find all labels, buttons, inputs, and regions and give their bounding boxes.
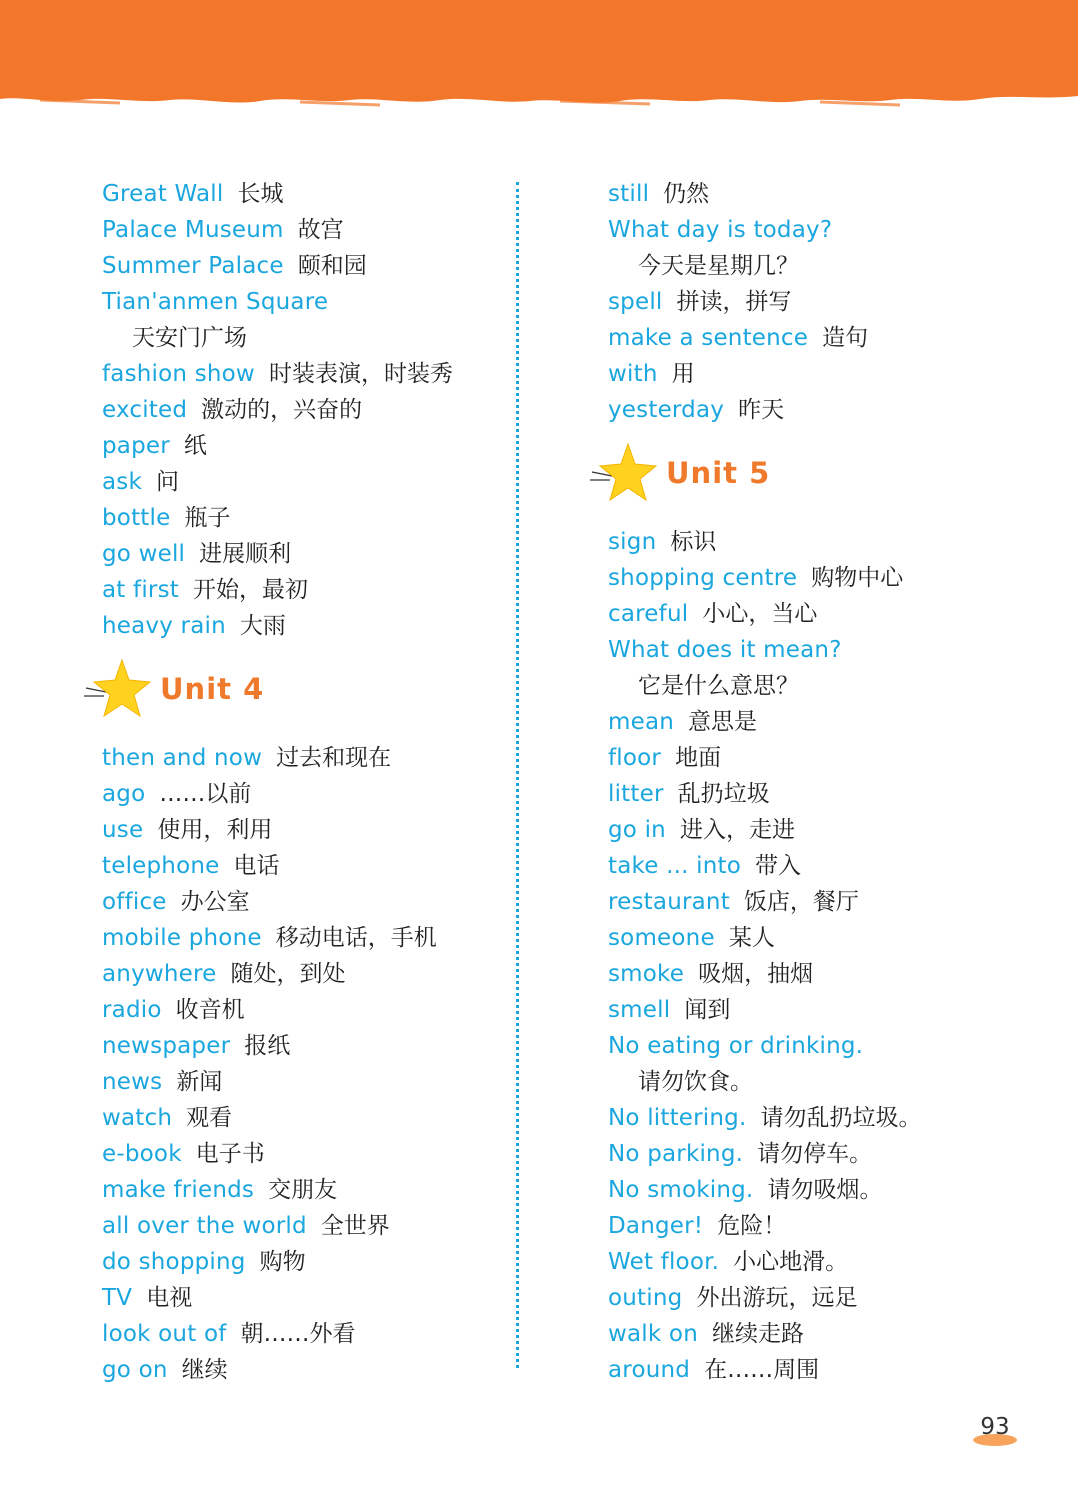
english-term: smoke	[608, 961, 685, 987]
vocab-entry	[102, 776, 502, 812]
english-term: No littering.	[608, 1105, 747, 1131]
chinese-translation: 请勿饮食。	[638, 1069, 753, 1095]
english-term: mean	[608, 709, 675, 735]
chinese-translation: 今天是星期几？	[638, 253, 799, 279]
vocab-entry	[102, 464, 502, 500]
english-term: with	[608, 361, 658, 387]
english-term: newspaper	[102, 1033, 231, 1059]
vocab-entry	[102, 884, 502, 920]
chinese-translation: 移动电话，手机	[275, 925, 437, 951]
english-term: shopping centre	[608, 565, 798, 591]
chinese-translation: 进入，走进	[679, 817, 795, 843]
chinese-translation: 带入	[754, 853, 801, 879]
chinese-translation: 电视	[146, 1285, 193, 1311]
english-term: still	[608, 181, 650, 207]
english-term: Summer Palace	[102, 253, 284, 279]
vocab-entry	[102, 1352, 502, 1388]
vocab-entry	[608, 632, 1048, 668]
vocab-entry	[102, 1172, 502, 1208]
english-term: What day is today?	[608, 217, 833, 243]
english-term: fashion show	[102, 361, 255, 387]
vocab-entry	[102, 992, 502, 1028]
unit-5-title: Unit 5	[666, 456, 771, 490]
chinese-translation: 新闻	[176, 1069, 223, 1095]
english-term: make a sentence	[608, 325, 809, 351]
chinese-translation: 长城	[237, 181, 284, 207]
english-term: someone	[608, 925, 715, 951]
vocab-entry	[608, 524, 1048, 560]
english-term: No eating or drinking.	[608, 1033, 864, 1059]
vocab-entry	[102, 176, 502, 212]
page-number-text: 93	[980, 1414, 1010, 1440]
english-term: bottle	[102, 505, 171, 531]
star-icon	[84, 658, 154, 724]
chinese-translation: 继续走路	[711, 1321, 804, 1347]
vocab-entry	[608, 560, 1048, 596]
unit-4-heading	[102, 664, 502, 720]
english-term: Wet floor.	[608, 1249, 720, 1275]
vocab-entry	[608, 740, 1048, 776]
vocab-entry	[608, 1064, 1048, 1100]
english-term: No smoking.	[608, 1177, 754, 1203]
vocab-entry	[102, 1244, 502, 1280]
english-term: TV	[102, 1285, 133, 1311]
vocab-entry	[102, 500, 502, 536]
vocab-entry	[608, 1208, 1048, 1244]
chinese-translation: 过去和现在	[276, 745, 392, 771]
page-number	[968, 1410, 1022, 1450]
vocab-entry	[102, 848, 502, 884]
vocab-entry	[102, 284, 502, 320]
chinese-translation: 请勿乱扔垃圾。	[760, 1105, 922, 1131]
vocab-entry	[102, 1100, 502, 1136]
vocab-entry	[102, 356, 502, 392]
vocab-entry	[102, 1136, 502, 1172]
unit-4-title: Unit 4	[160, 672, 265, 706]
chinese-translation: 某人	[728, 925, 775, 951]
vocab-entry	[102, 1028, 502, 1064]
chinese-translation: 购物中心	[811, 565, 904, 591]
vocab-entry	[608, 212, 1048, 248]
vocab-entry	[102, 1064, 502, 1100]
chinese-translation: 开始，最初	[192, 577, 308, 603]
english-term: around	[608, 1357, 691, 1383]
english-term: litter	[608, 781, 664, 807]
unit-4-vocab-list	[102, 740, 502, 1388]
chinese-translation: 危险！	[717, 1213, 787, 1239]
chinese-translation: 吸烟，抽烟	[698, 961, 814, 987]
chinese-translation: ……以前	[159, 781, 252, 807]
vocab-entry	[102, 608, 502, 644]
english-term: sign	[608, 529, 657, 555]
vocab-entry	[608, 248, 1048, 284]
banner-brush-shape	[0, 0, 1078, 103]
chinese-translation: 激动的，兴奋的	[201, 397, 363, 423]
chinese-translation: 外出游玩，远足	[696, 1285, 858, 1311]
chinese-translation: 请勿停车。	[757, 1141, 873, 1167]
vocab-entry	[608, 812, 1048, 848]
chinese-translation: 进展顺利	[199, 541, 292, 567]
chinese-translation: 问	[156, 469, 179, 495]
chinese-translation: 拼读，拼写	[676, 289, 792, 315]
english-term: No parking.	[608, 1141, 744, 1167]
english-term: e-book	[102, 1141, 182, 1167]
chinese-translation: 它是什么意思？	[638, 673, 799, 699]
vocab-entry	[102, 320, 502, 356]
unit-5-vocab-list	[608, 524, 1048, 1388]
left-column	[102, 176, 502, 1388]
vocab-entry	[102, 572, 502, 608]
english-term: Great Wall	[102, 181, 224, 207]
vocab-entry	[608, 1136, 1048, 1172]
chinese-translation: 瓶子	[184, 505, 231, 531]
vocab-entry	[102, 212, 502, 248]
vocab-entry	[608, 1172, 1048, 1208]
chinese-translation: 闻到	[684, 997, 731, 1023]
vocab-entry	[608, 320, 1048, 356]
chinese-translation: 电子书	[195, 1141, 265, 1167]
chinese-translation: 时装表演，时装秀	[268, 361, 453, 387]
english-term: ask	[102, 469, 142, 495]
english-term: paper	[102, 433, 170, 459]
vocab-entry	[608, 392, 1048, 428]
chinese-translation: 颐和园	[297, 253, 367, 279]
vocab-entry	[102, 920, 502, 956]
english-term: Palace Museum	[102, 217, 284, 243]
chinese-translation: 乱扔垃圾	[677, 781, 770, 807]
english-term: radio	[102, 997, 162, 1023]
vocab-entry	[102, 956, 502, 992]
chinese-translation: 朝……外看	[240, 1321, 356, 1347]
chinese-translation: 请勿吸烟。	[767, 1177, 883, 1203]
chinese-translation: 大雨	[239, 613, 286, 639]
english-term: then and now	[102, 745, 263, 771]
chinese-translation: 用	[671, 361, 695, 387]
vocab-entry	[608, 284, 1048, 320]
left-vocab-list	[102, 176, 502, 644]
vocab-entry	[102, 536, 502, 572]
english-term: excited	[102, 397, 188, 423]
vocab-entry	[608, 1244, 1048, 1280]
vocab-entry	[102, 1280, 502, 1316]
vocab-entry	[102, 248, 502, 284]
english-term: look out of	[102, 1321, 227, 1347]
english-term: go on	[102, 1357, 168, 1383]
vocab-entry	[102, 392, 502, 428]
chinese-translation: 标识	[670, 529, 717, 555]
chinese-translation: 小心地滑。	[733, 1249, 849, 1275]
chinese-translation: 购物	[259, 1249, 306, 1275]
chinese-translation: 交朋友	[268, 1177, 338, 1203]
vocab-entry	[608, 1316, 1048, 1352]
chinese-translation: 办公室	[180, 889, 250, 915]
vocab-entry	[102, 812, 502, 848]
english-term: all over the world	[102, 1213, 307, 1239]
chinese-translation: 在……周围	[704, 1357, 820, 1383]
chinese-translation: 收音机	[175, 997, 245, 1023]
english-term: spell	[608, 289, 663, 315]
vocab-entry	[608, 1100, 1048, 1136]
english-term: do shopping	[102, 1249, 246, 1275]
english-term: watch	[102, 1105, 173, 1131]
chinese-translation: 地面	[675, 745, 722, 771]
vocab-entry	[608, 848, 1048, 884]
vocab-entry	[608, 1352, 1048, 1388]
english-term: go in	[608, 817, 666, 843]
english-term: smell	[608, 997, 671, 1023]
chinese-translation: 随处，到处	[230, 961, 346, 987]
english-term: yesterday	[608, 397, 725, 423]
english-term: Tian'anmen Square	[102, 289, 329, 315]
english-term: mobile phone	[102, 925, 262, 951]
english-term: go well	[102, 541, 186, 567]
english-term: ago	[102, 781, 146, 807]
vocab-entry	[608, 920, 1048, 956]
vocab-entry	[102, 1316, 502, 1352]
english-term: outing	[608, 1285, 683, 1311]
vocab-entry	[608, 356, 1048, 392]
english-term: at first	[102, 577, 179, 603]
chinese-translation: 意思是	[688, 709, 758, 735]
chinese-translation: 仍然	[663, 181, 710, 207]
english-term: make friends	[102, 1177, 255, 1203]
vocab-entry	[608, 704, 1048, 740]
english-term: news	[102, 1069, 163, 1095]
vocab-entry	[608, 668, 1048, 704]
chinese-translation: 电话	[233, 853, 280, 879]
chinese-translation: 故宫	[297, 217, 344, 243]
vocab-entry	[608, 884, 1048, 920]
column-divider	[516, 182, 519, 1368]
chinese-translation: 天安门广场	[132, 325, 247, 351]
chinese-translation: 报纸	[244, 1033, 291, 1059]
english-term: heavy rain	[102, 613, 226, 639]
chinese-translation: 纸	[183, 433, 207, 459]
chinese-translation: 全世界	[320, 1213, 390, 1239]
english-term: What does it mean?	[608, 637, 842, 663]
vocab-entry	[608, 956, 1048, 992]
english-term: careful	[608, 601, 689, 627]
vocab-entry	[608, 776, 1048, 812]
right-column	[608, 176, 1048, 1388]
chinese-translation: 昨天	[738, 397, 785, 423]
english-term: floor	[608, 745, 662, 771]
english-term: use	[102, 817, 144, 843]
vocab-entry	[102, 740, 502, 776]
vocab-entry	[608, 992, 1048, 1028]
chinese-translation: 使用，利用	[157, 817, 273, 843]
vocab-entry	[102, 1208, 502, 1244]
english-term: office	[102, 889, 167, 915]
top-orange-banner	[0, 0, 1078, 140]
english-term: restaurant	[608, 889, 730, 915]
unit-5-heading	[608, 448, 1048, 504]
vocab-entry	[608, 596, 1048, 632]
english-term: anywhere	[102, 961, 217, 987]
english-term: Danger!	[608, 1213, 704, 1239]
star-icon	[590, 442, 660, 508]
vocab-entry	[608, 1028, 1048, 1064]
right-vocab-list	[608, 176, 1048, 428]
english-term: take ... into	[608, 853, 741, 879]
chinese-translation: 小心，当心	[702, 601, 818, 627]
chinese-translation: 饭店，餐厅	[743, 889, 859, 915]
vocab-entry	[608, 176, 1048, 212]
chinese-translation: 造句	[822, 325, 869, 351]
english-term: walk on	[608, 1321, 698, 1347]
chinese-translation: 观看	[186, 1105, 233, 1131]
chinese-translation: 继续	[181, 1357, 228, 1383]
vocab-entry	[608, 1280, 1048, 1316]
english-term: telephone	[102, 853, 220, 879]
vocab-entry	[102, 428, 502, 464]
